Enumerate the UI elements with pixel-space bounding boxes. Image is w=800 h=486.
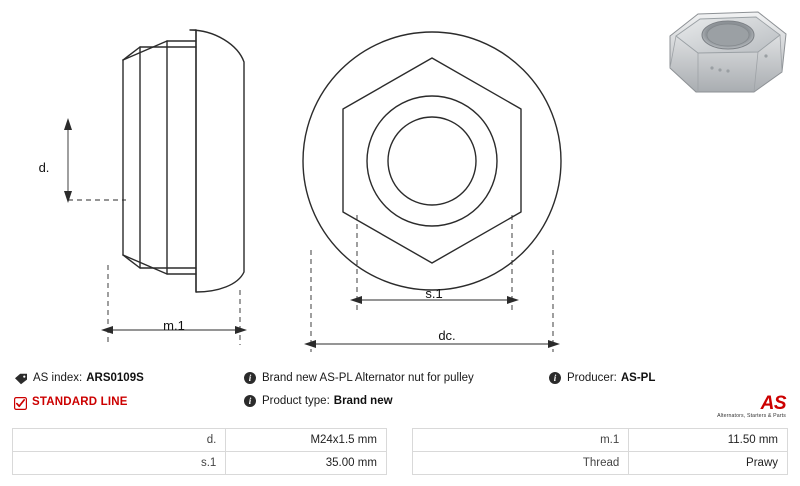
- product-info: [0, 364, 800, 424]
- standard-line-row: [14, 395, 128, 408]
- spec-key: d.: [13, 429, 226, 452]
- as-logo-subtitle: Alternators, Starters & Parts: [717, 413, 786, 419]
- table-row: [13, 429, 788, 452]
- product-type-value: Brand new: [333, 395, 393, 407]
- table-gap: [386, 452, 412, 475]
- check-icon: [14, 397, 27, 410]
- spec-key: s.1: [13, 452, 226, 475]
- as-logo-mark: AS: [760, 393, 786, 414]
- info-icon: i: [244, 395, 256, 407]
- tag-icon: [14, 373, 28, 385]
- table-row: [13, 452, 788, 475]
- info-icon: i: [244, 372, 256, 384]
- dimension-label-d: d.: [38, 160, 50, 175]
- product-type-row: [244, 395, 393, 407]
- description-text: Brand new AS-PL Alternator nut for pulley: [262, 372, 474, 384]
- spec-key: m.1: [412, 429, 629, 452]
- dimension-label-dc: dc.: [438, 328, 456, 343]
- spec-value: Prawy: [629, 452, 788, 475]
- product-photo: [662, 6, 792, 98]
- standard-line-label: STANDARD LINE: [32, 395, 128, 408]
- as-index-row: [14, 372, 144, 384]
- specification-table: [12, 428, 788, 475]
- as-index-value: ARS0109S: [86, 372, 144, 384]
- spec-key: Thread: [412, 452, 629, 475]
- producer-value: AS-PL: [620, 372, 656, 384]
- spec-value: 11.50 mm: [629, 429, 788, 452]
- producer-label: Producer:: [567, 372, 617, 384]
- spec-value: 35.00 mm: [226, 452, 387, 475]
- info-icon: i: [549, 372, 561, 384]
- dimension-label-s1: s.1: [425, 286, 443, 301]
- as-index-label: AS index:: [33, 372, 83, 384]
- producer-row: [549, 372, 655, 384]
- table-gap: [386, 429, 412, 452]
- dimension-label-m1: m.1: [163, 318, 185, 333]
- as-pl-logo: [702, 394, 786, 422]
- product-type-label: Product type:: [262, 395, 330, 407]
- description-row: [244, 372, 474, 384]
- spec-value: M24x1.5 mm: [226, 429, 387, 452]
